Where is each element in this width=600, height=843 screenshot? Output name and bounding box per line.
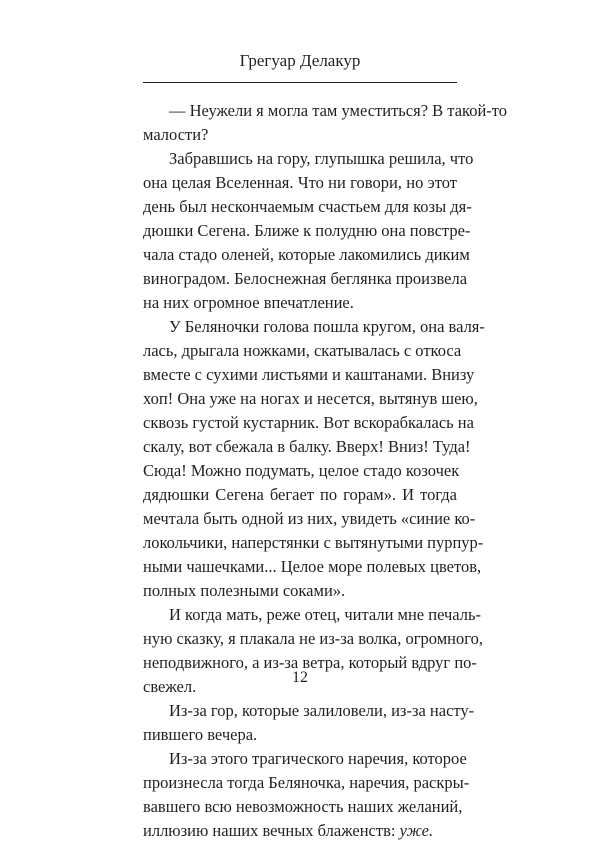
text-line: Забравшись на гору, глупышка решила, что — [169, 149, 474, 168]
text-line: лась, дрыгала ножками, скатывалась с откоса — [143, 341, 462, 360]
text-line: У Беляночки голова пошла кругом, она валя- — [169, 317, 485, 336]
text-line: локольчики, наперстянки с вытянутыми пурпур- — [143, 533, 484, 552]
text-line: неподвижного, а из-за ветра, который вдруг по- — [143, 653, 477, 672]
text-line: ную сказку, я плакала не из-за волка, огромного, — [143, 629, 483, 648]
header-rule — [143, 82, 457, 83]
text-line: дюшки Сегена. Ближе к полудню она повстре- — [143, 221, 471, 240]
text-line: ными чашечками... Целое море полевых цветов, — [143, 557, 482, 576]
text-line: на них огромное впечатление. — [143, 293, 354, 312]
text-line: виноградом. Белоснежная беглянка произвела — [143, 269, 468, 288]
text-line: она целая Вселенная. Что ни говори, но этот — [143, 173, 457, 192]
text-line-final-main: иллюзию наших вечных блаженств: — [143, 821, 396, 840]
text-line: мечтала быть одной из них, увидеть «синие ко- — [143, 509, 476, 528]
text-line: полных полезными соками». — [143, 581, 346, 600]
text-line: произнесла тогда Беляночка, наречия, раскры- — [143, 773, 470, 792]
text-line: Из-за гор, которые залиловели, из-за насту- — [169, 701, 475, 720]
text-line: И когда мать, реже отец, читали мне печаль- — [169, 605, 482, 624]
text-line: дядюшки Сегена бегает по горам». И тогда — [143, 485, 457, 504]
text-line: чала стадо оленей, которые лакомились диким — [143, 245, 470, 264]
page-number: 12 — [292, 669, 308, 686]
text-line: Сюда! Можно подумать, целое стадо козочек — [143, 461, 460, 480]
text-line: вавшего всю невозможность наших желаний, — [143, 797, 463, 816]
text-line: свежел. — [143, 677, 197, 696]
running-head: Грегуар Делакур — [239, 51, 361, 70]
text-line: Из-за этого трагического наречия, которое — [169, 749, 467, 768]
text-line: день был нескончаемым счастьем для козы дя- — [143, 197, 472, 216]
text-line: — Неужели я могла там уместиться? В такой-то — [169, 101, 508, 120]
text-line: хоп! Она уже на ногах и несется, вытянув шею, — [143, 389, 478, 408]
text-line: малости? — [143, 125, 209, 144]
text-line-final — [143, 819, 457, 843]
text-line: скалу, вот сбежала в балку. Вверх! Вниз! Туда! — [143, 437, 471, 456]
text-line: пившего вечера. — [143, 725, 258, 744]
closing-word: уже. — [399, 821, 434, 840]
text-line: вместе с сухими листьями и каштанами. Внизу — [143, 365, 475, 384]
body-text — [143, 99, 508, 843]
text-line: сквозь густой кустарник. Вот вскорабкалась на — [143, 413, 474, 432]
